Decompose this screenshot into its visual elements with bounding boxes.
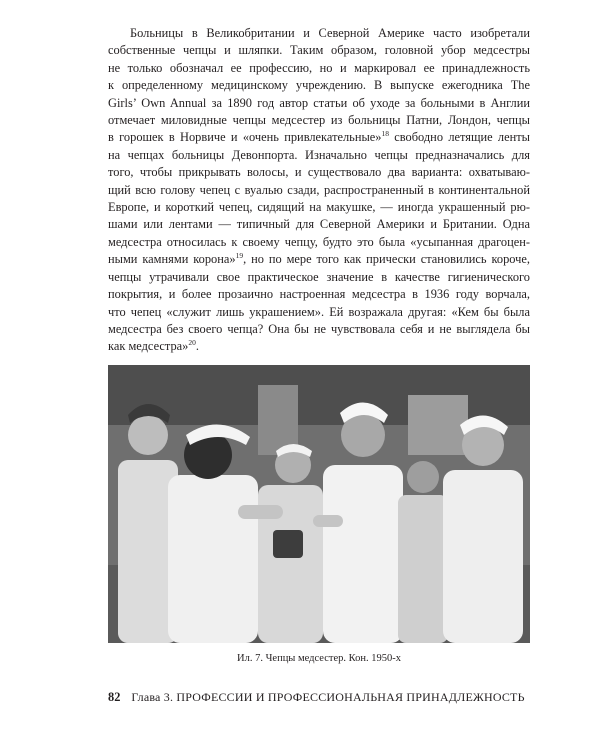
text-fragment: свободно летящие ленты [388, 130, 530, 145]
nurses-photo-illustration [108, 365, 530, 643]
text-line: к определенному медицинскому учреждению. В выпуске ежегодника The [108, 78, 530, 93]
text-line [108, 129, 530, 146]
text-line: медсестра относилась к своему чепцу, будто это была «усыпанная драгоцен- [108, 234, 530, 249]
text-line: отмечает миловидные чепцы медсестер из больницы Патни, Лондон, чепцы [108, 113, 530, 128]
text-line: что чепец «служит лишь украшением». Ей возражала другая: «Кем бы была [108, 304, 530, 319]
footnote-ref: 20 [188, 338, 196, 348]
text-fragment: в горошек в Норвиче и «очень привлекательные» [108, 130, 382, 145]
text-line: щий всю голову чепец с вуалью сзади, распространенный в континентальной [108, 182, 530, 197]
text-line [108, 251, 530, 268]
text-line: шами или лентами — типичный для Северной Америки и Британии. Одна [108, 217, 530, 232]
text-line: собственные чепцы и шляпки. Таким образом, головной убор медсестры [108, 43, 530, 58]
text-line: Больницы в Великобритании и Северной Америке часто изобретали [130, 26, 530, 40]
text-fragment: как медсестра» [108, 339, 189, 354]
text-fragment: ными камнями корона» [108, 252, 236, 267]
text-line: того, чтобы прикрывать волосы, и существовало два варианта: охватываю- [108, 165, 530, 180]
text-line: покрытия, и более прозаично настроенная медсестра в 1936 году ворчала, [108, 287, 530, 302]
text-line [108, 338, 530, 355]
text-line: Girls’ Own Annual за 1890 год автор статьи об уходе за больными в Англии [108, 95, 530, 110]
running-footer [108, 690, 548, 705]
footnote-ref: 18 [381, 129, 389, 139]
figure-caption: Ил. 7. Чепцы медсестер. Кон. 1950-х [237, 653, 401, 664]
footnote-ref: 19 [235, 251, 244, 261]
text-line: чепцы утрачивали свое практическое значение в качестве гигиенического [108, 269, 530, 284]
text-line: Европе, и короткий чепец, сидящий на макушке, — иногда украшенный рю- [108, 200, 530, 215]
text-line: медсестра без своего чепца? Она бы не чувствовала себя и не выглядела бы [108, 321, 530, 336]
body-text [108, 25, 530, 356]
text-fragment: , но по мере того как прически становились короче, [243, 252, 530, 267]
text-line: на чепцах больницы Девонпорта. Изначально чепцы предназначались для [108, 147, 530, 162]
text-fragment: . [195, 339, 199, 354]
chapter-title: Глава 3. ПРОФЕССИИ И ПРОФЕССИОНАЛЬНАЯ ПРИНАДЛЕЖНОСТЬ [131, 690, 525, 704]
nurses-photo [108, 365, 530, 643]
text-line: не только обозначал ее профессию, но и маркировал ее принадлежность [108, 60, 530, 75]
page-number: 82 [108, 690, 121, 704]
